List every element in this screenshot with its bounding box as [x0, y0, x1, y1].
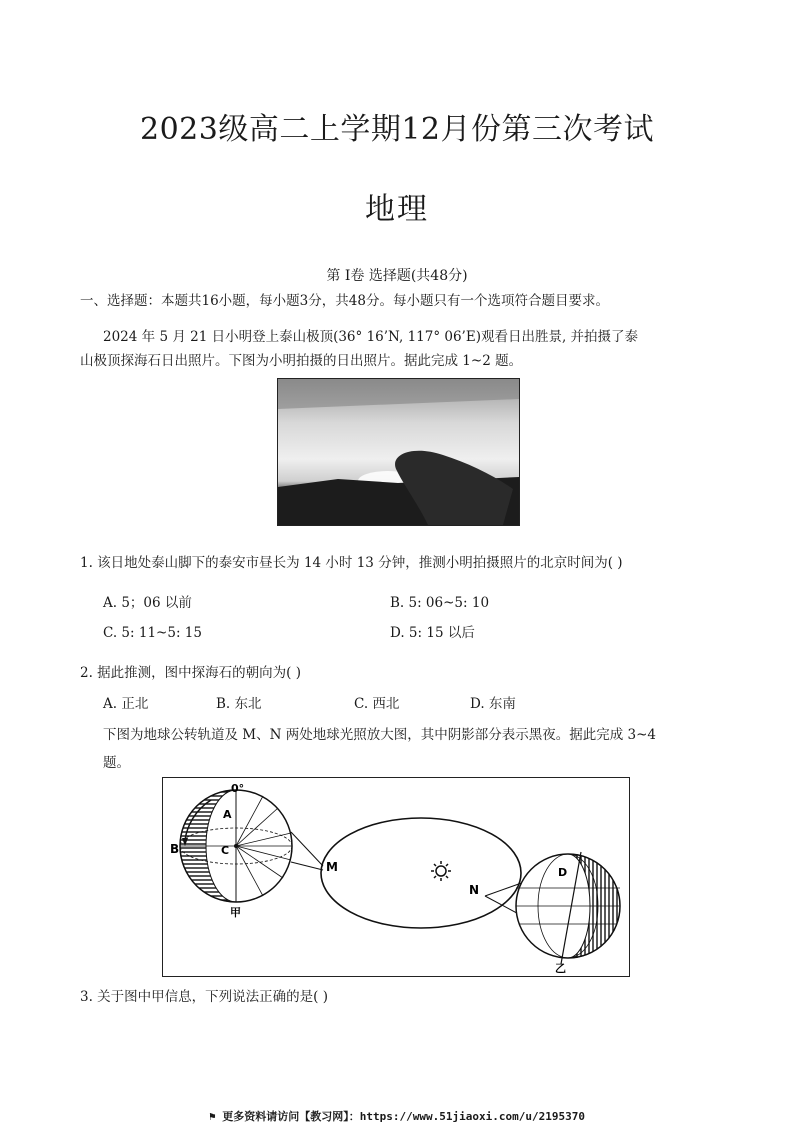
label-d: D — [558, 866, 568, 879]
orbit-diagram — [162, 777, 630, 977]
subject-title: 地理 — [365, 192, 429, 227]
globe-m — [180, 790, 292, 902]
q2-stem: 2. 据此推测，图中探海石的朝向为( ) — [80, 665, 301, 681]
label-n: N — [469, 883, 480, 897]
q1-option-b: B. 5: 06~5: 10 — [390, 595, 490, 611]
footer-link[interactable] — [0, 1108, 794, 1124]
instructions: 一、选择题：本题共16小题，每小题3分，共48分。每小题只有一个选项符合题目要求。 — [80, 293, 609, 309]
flag-icon: ⚑ — [209, 1110, 223, 1123]
q1-option-a: A. 5；06 以前 — [103, 595, 192, 611]
globe-n — [516, 852, 620, 964]
q3-stem: 3. 关于图中甲信息，下列说法正确的是( ) — [80, 989, 328, 1005]
label-yi: 乙 — [555, 962, 566, 975]
sunrise-photo — [277, 378, 520, 526]
label-m: M — [326, 860, 338, 874]
passage1-line2: 山极顶探海石日出照片。下图为小明拍摄的日出照片。据此完成 1~2 题。 — [80, 353, 523, 369]
passage2-line1: 下图为地球公转轨道及 M、N 两处地球光照放大图，其中阴影部分表示黑夜。据此完成 3~4 — [103, 727, 656, 743]
sun-icon — [431, 861, 451, 881]
footer-text: 更多资料请访问【教习网】：https://www.51jiaoxi.com/u/2195370 — [222, 1110, 585, 1123]
q2-option-c: C. 西北 — [354, 696, 400, 712]
label-zero: 0° — [231, 782, 245, 795]
q2-option-a: A. 正北 — [103, 696, 149, 712]
label-c: C — [221, 844, 230, 857]
label-b: B — [170, 842, 180, 856]
exam-title: 2023级高二上学期12月份第三次考试 — [139, 112, 655, 147]
q2-option-b: B. 东北 — [216, 696, 262, 712]
q1-option-d: D. 5: 15 以后 — [390, 625, 475, 641]
q1-option-c: C. 5: 11~5: 15 — [103, 625, 202, 641]
q2-option-d: D. 东南 — [470, 696, 516, 712]
q1-stem: 1. 该日地处泰山脚下的泰安市昼长为 14 小时 13 分钟，推测小明拍摄照片的北京时间为( ) — [80, 555, 623, 571]
passage2-line2: 题。 — [103, 755, 130, 771]
orbit-diagram-graphic — [163, 778, 629, 976]
passage1-line1: 2024 年 5 月 21 日小明登上泰山极顶(36° 16’N, 117° 06’E)观看日出胜景, 并拍摄了泰 — [103, 329, 639, 345]
section-heading: 第 I卷 选择题(共48分) — [326, 268, 468, 284]
earth-orbit — [321, 818, 521, 928]
label-a: A — [223, 808, 232, 821]
label-jia: 甲 — [230, 906, 241, 919]
sunrise-photo-graphic — [278, 379, 519, 525]
